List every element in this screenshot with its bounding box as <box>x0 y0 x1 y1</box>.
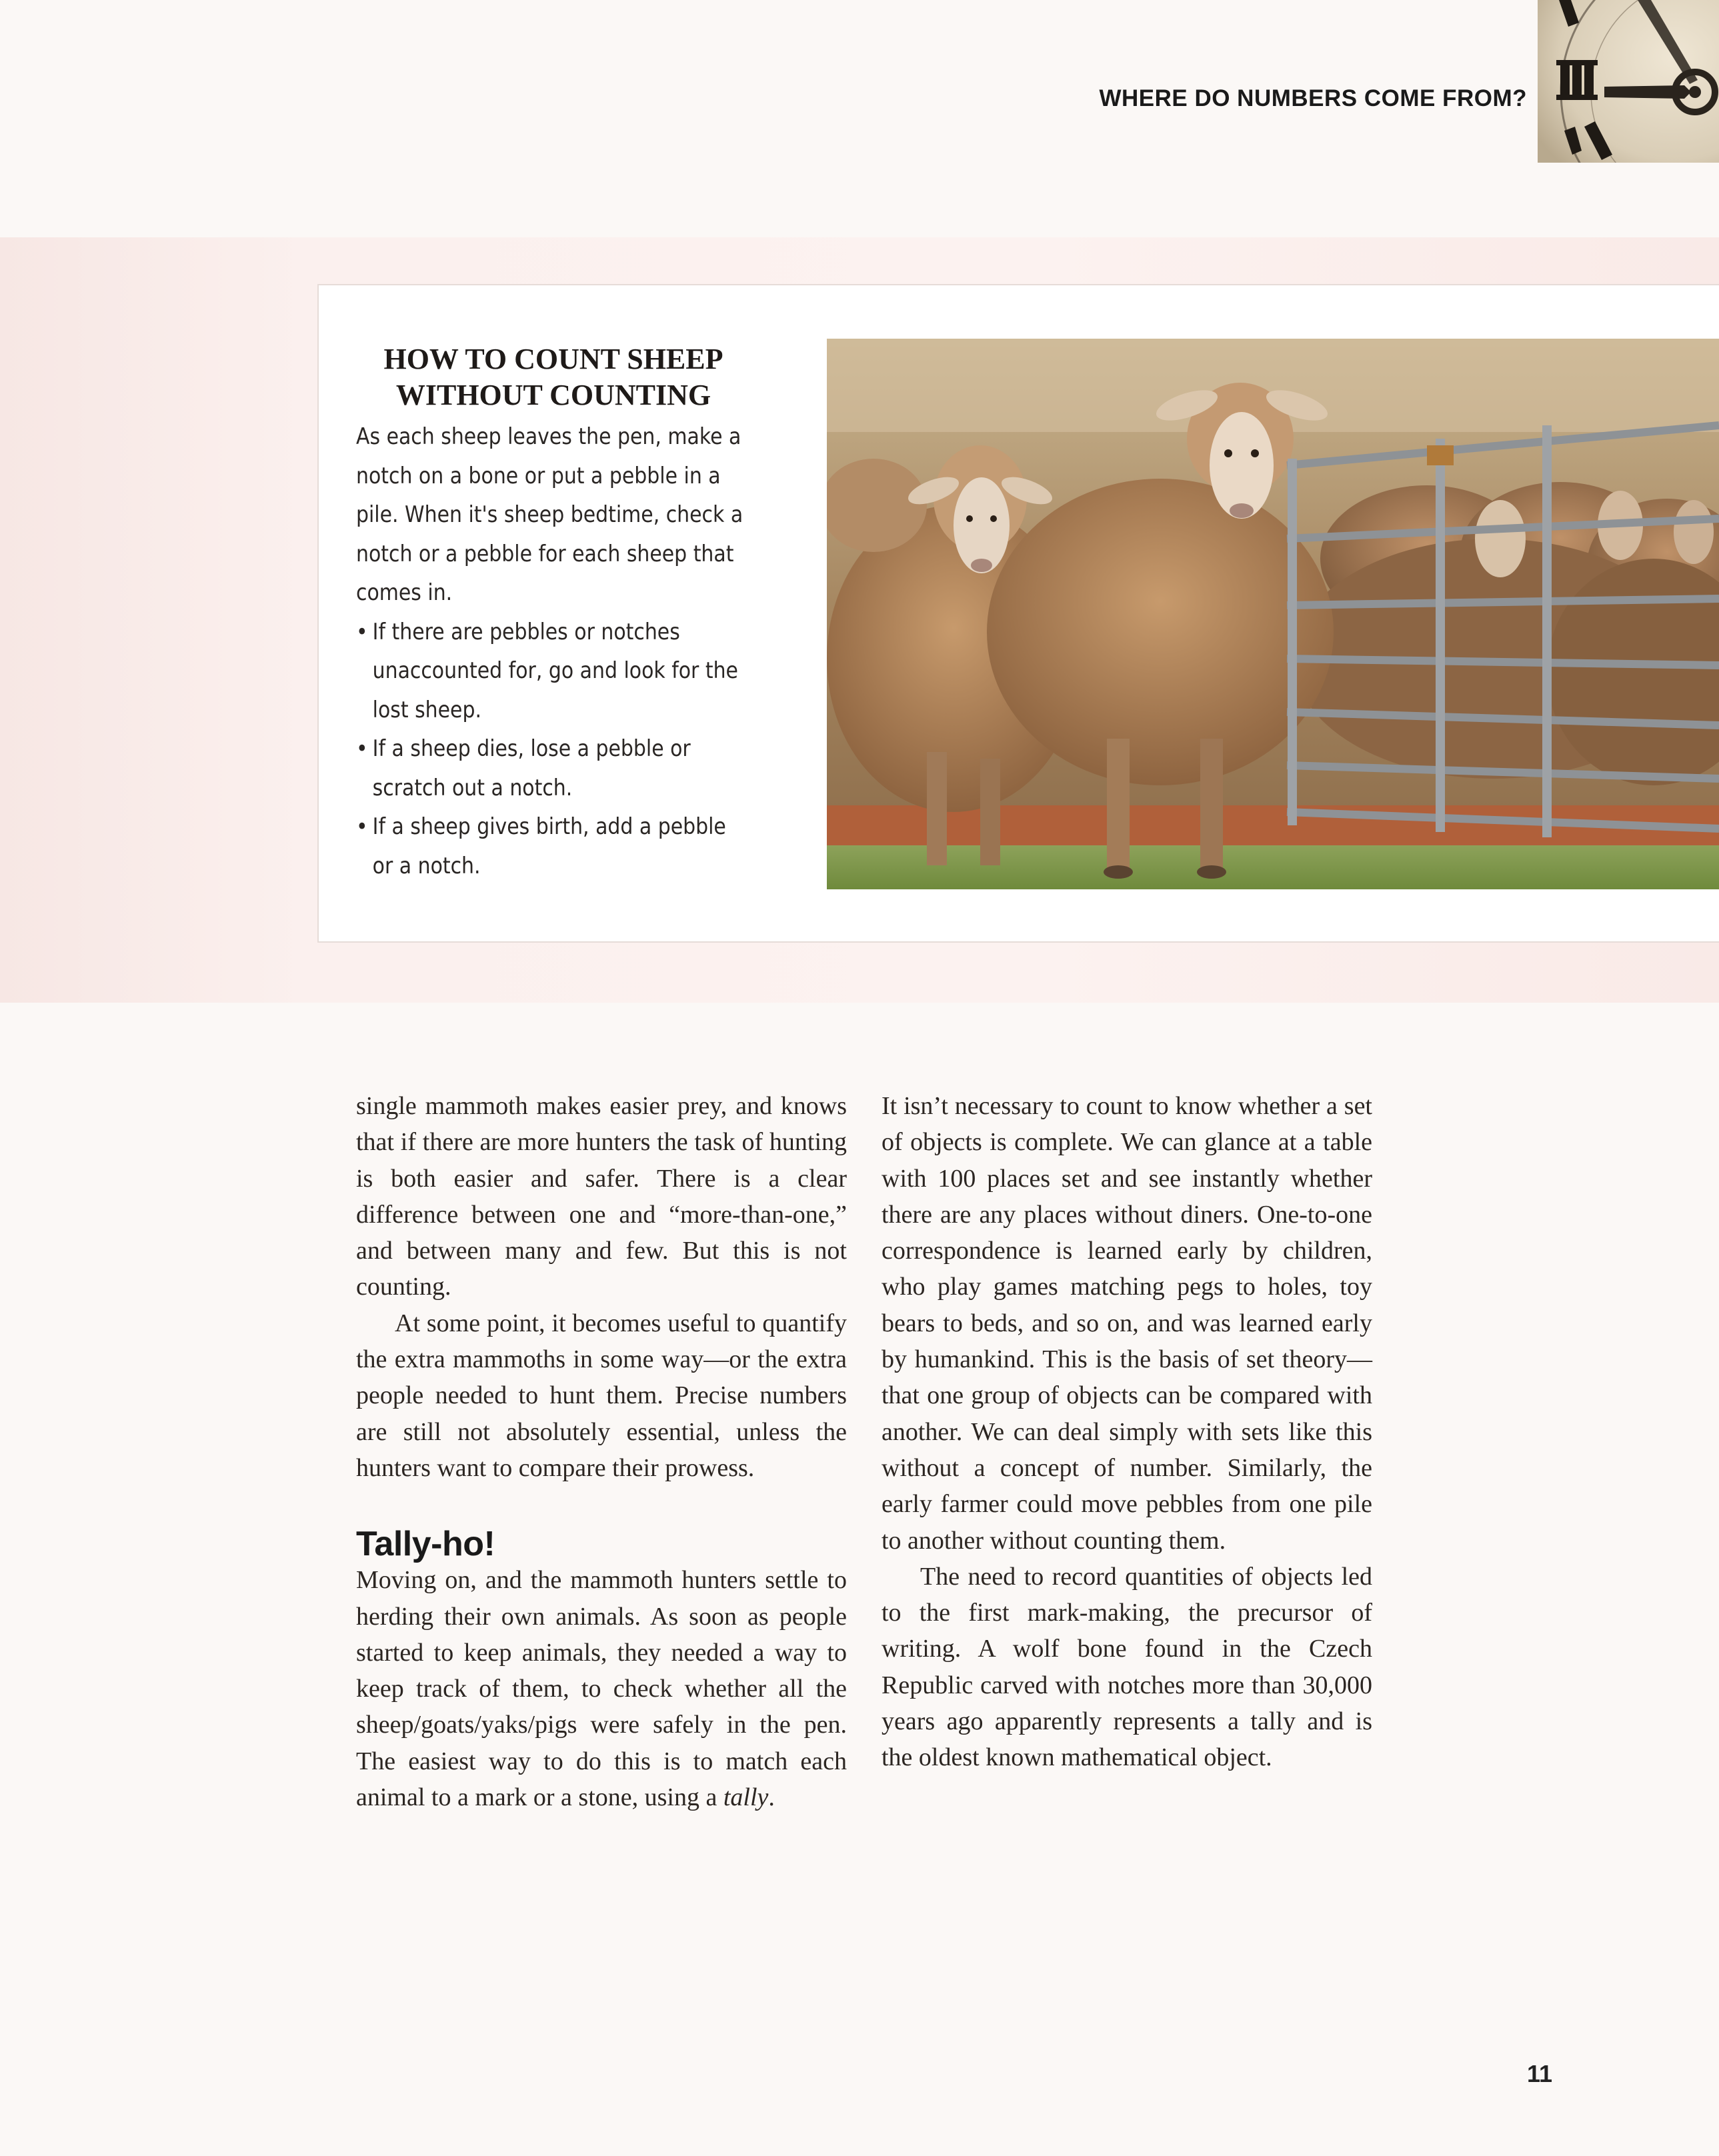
clock-corner-image <box>1538 0 1719 163</box>
sheep-photo <box>827 339 1719 889</box>
left-paragraph-3-end: . <box>768 1783 775 1812</box>
sidebar-title-line-2: WITHOUT COUNTING <box>395 379 711 411</box>
left-paragraph-3-text: Moving on, and the mammoth hunters settle to herding their own animals. As soon as people started to keep animals, they needed a way to keep track of them, to check whether all the sheep/goats/yaks/pigs were safely in the pen. The easiest way to do this is to match each animal to a mark or a stone, using a <box>356 1566 847 1812</box>
section-heading: Tally-ho! <box>356 1525 495 1564</box>
right-paragraph-1: It isn’t necessary to count to know whether a set of objects is complete. We can glance at a table with 100 places set and see instantly whether there are any places without diners. One-to-one correspondence is learned early by children, who play games matching pegs to holes, toy bears to beds, and so on, and was learned early by humankind. This is the basis of set theory—that one group of objects can be compared with another. We can deal simply with sets like this without a concept of number. Similarly, the early farmer could move pebbles from one pile to another without counting them. <box>882 1092 1372 1555</box>
sheep-pen-image <box>827 339 1719 889</box>
right-column <box>882 1088 1372 1776</box>
sidebar-intro: As each sheep leaves the pen, make a notch on a bone or put a pebble in a pile. When it's sheep bedtime, check a notch or a pebble for each sheep that comes in. <box>356 423 743 606</box>
sidebar-title-line-1: HOW TO COUNT SHEEP <box>383 343 723 375</box>
sidebar-bullet: • If a sheep dies, lose a pebble or scratch out a notch. <box>356 729 743 807</box>
clock-face-icon <box>1538 0 1719 163</box>
sidebar-title <box>353 341 753 413</box>
left-paragraph-1: single mammoth makes easier prey, and knows that if there are more hunters the task of hunting is both easier and safer. There is a clear difference between one and “more-than-one,” and between many and few. But this is not counting. <box>356 1092 847 1301</box>
running-header: WHERE DO NUMBERS COME FROM? <box>1099 85 1527 111</box>
right-paragraph-2: The need to record quantities of objects led to the first mark-making, the precursor of writing. A wolf bone found in the Czech Republic carved with notches more than 30,000 years ago apparently represents a tally and is the oldest known mathematical object. <box>882 1562 1372 1772</box>
page-number: 11 <box>1527 2060 1553 2087</box>
sidebar-bullet: • If a sheep gives birth, add a pebble or a notch. <box>356 807 743 885</box>
left-paragraph-2: At some point, it becomes useful to quantify the extra mammoths in some way—or the extra people needed to hunt them. Precise numbers are still not absolutely essential, unless the hunters want to compare their prowess. <box>356 1309 847 1482</box>
sidebar-bullet-list <box>356 613 743 886</box>
sidebar-body <box>356 417 743 885</box>
left-paragraph-3 <box>356 1562 847 1815</box>
sidebar-bullet: • If there are pebbles or notches unaccounted for, go and look for the lost sheep. <box>356 613 743 730</box>
left-column <box>356 1088 847 1815</box>
tally-italic: tally <box>723 1783 769 1812</box>
